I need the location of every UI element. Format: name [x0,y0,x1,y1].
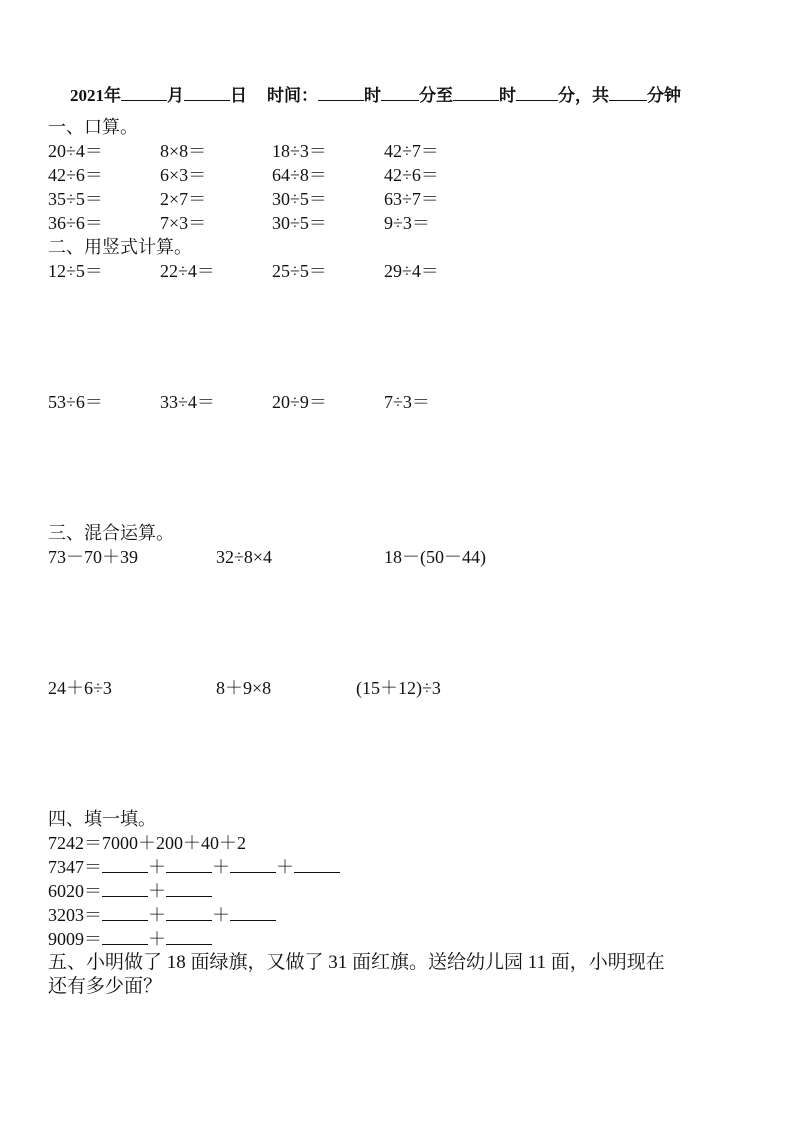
day-blank[interactable] [184,84,230,101]
plus-sign: ＋ [212,905,230,925]
section3-title: 三、混合运算。 [48,523,174,543]
total-minutes-blank[interactable] [609,84,647,101]
oral-problem: 2×7＝ [160,189,207,209]
mixed-problem: 73－70＋39 [48,547,138,567]
fill-item [48,880,212,902]
fill-number: 6020＝ [48,881,102,901]
mixed-problem: (15＋12)÷3 [356,678,441,698]
vertical-problem: 7÷3＝ [384,392,430,412]
plus-sign: ＋ [148,857,166,877]
plus-sign: ＋ [148,881,166,901]
oral-problem: 18÷3＝ [272,141,327,161]
oral-problem: 36÷6＝ [48,213,103,233]
vertical-problem: 22÷4＝ [160,261,215,281]
section2-title: 二、用竖式计算。 [48,237,192,257]
fill-blank[interactable] [102,904,148,921]
start-minute-blank[interactable] [381,84,419,101]
oral-problem: 9÷3＝ [384,213,430,233]
vertical-problem: 29÷4＝ [384,261,439,281]
oral-problem: 63÷7＝ [384,189,439,209]
header-minute-total: 分，共 [558,86,609,105]
fill-blank[interactable] [166,880,212,897]
fill-example: 7242＝7000＋200＋40＋2 [48,833,246,853]
vertical-problem: 53÷6＝ [48,392,103,412]
fill-blank[interactable] [294,856,340,873]
fill-item [48,904,276,926]
header-minute-to: 分至 [419,86,453,105]
vertical-problem: 25÷5＝ [272,261,327,281]
vertical-problem: 33÷4＝ [160,392,215,412]
oral-problem: 8×8＝ [160,141,207,161]
oral-problem: 42÷6＝ [384,165,439,185]
oral-problem: 35÷5＝ [48,189,103,209]
oral-problem: 7×3＝ [160,213,207,233]
fill-blank[interactable] [166,904,212,921]
oral-problem: 42÷7＝ [384,141,439,161]
fill-blank[interactable] [102,880,148,897]
mixed-problem: 24＋6÷3 [48,678,112,698]
fill-blank[interactable] [102,856,148,873]
plus-sign: ＋ [276,857,294,877]
header-month: 月 [167,86,184,105]
fill-number: 3203＝ [48,905,102,925]
month-blank[interactable] [121,84,167,101]
header-year: 2021年 [70,86,121,105]
oral-problem: 30÷5＝ [272,213,327,233]
end-hour-blank[interactable] [453,84,499,101]
end-minute-blank[interactable] [516,84,558,101]
fill-blank[interactable] [166,856,212,873]
fill-blank[interactable] [102,928,148,945]
start-hour-blank[interactable] [318,84,364,101]
header-hour1: 时 [364,86,381,105]
mixed-problem: 32÷8×4 [216,547,273,567]
worksheet-header [70,84,681,107]
word-problem-line2: 还有多少面？ [48,976,163,997]
oral-problem: 64÷8＝ [272,165,327,185]
fill-number: 9009＝ [48,929,102,949]
fill-number: 7347＝ [48,857,102,877]
section1-title: 一、口算。 [48,117,138,137]
oral-problem: 20÷4＝ [48,141,103,161]
fill-blank[interactable] [166,928,212,945]
fill-blank[interactable] [230,856,276,873]
header-hour2: 时 [499,86,516,105]
plus-sign: ＋ [212,857,230,877]
header-minutes: 分钟 [647,86,681,105]
header-day: 日 [230,86,247,105]
oral-problem: 30÷5＝ [272,189,327,209]
header-time-label: 时间： [267,86,318,105]
mixed-problem: 18－(50－44) [384,547,486,567]
oral-problem: 42÷6＝ [48,165,103,185]
plus-sign: ＋ [148,929,166,949]
plus-sign: ＋ [148,905,166,925]
vertical-problem: 20÷9＝ [272,392,327,412]
fill-blank[interactable] [230,904,276,921]
fill-item [48,856,340,878]
word-problem-line1: 五、小明做了 18 面绿旗，又做了 31 面红旗。送给幼儿园 11 面，小明现在 [48,952,665,973]
mixed-problem: 8＋9×8 [216,678,272,698]
vertical-problem: 12÷5＝ [48,261,103,281]
oral-problem: 6×3＝ [160,165,207,185]
section4-title: 四、填一填。 [48,809,156,829]
fill-item [48,928,212,950]
